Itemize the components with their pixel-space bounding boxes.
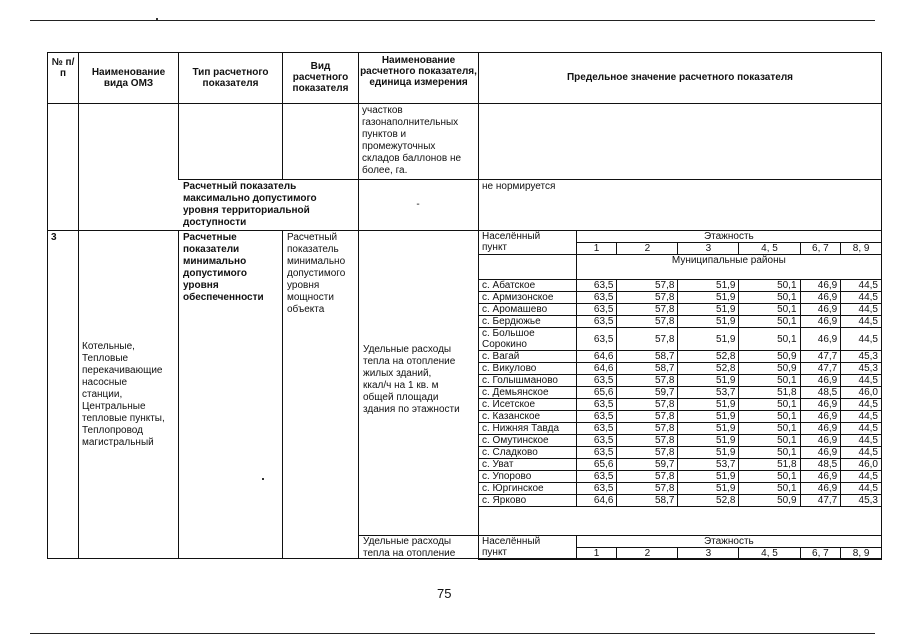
access-value: не нормируется <box>482 181 556 192</box>
table-cell: 57,8 <box>617 316 678 328</box>
table-cell: 51,9 <box>678 328 739 351</box>
table-row <box>479 459 882 471</box>
table-cell: 51,9 <box>678 316 739 328</box>
place-name: с. Казанское <box>479 411 577 423</box>
table-cell: 50,1 <box>739 411 800 423</box>
table-cell: 51,9 <box>678 375 739 387</box>
table-cell: 46,9 <box>800 328 841 351</box>
table-cell: 64,6 <box>576 351 617 363</box>
table-cell: 65,6 <box>576 387 617 399</box>
table-cell: 45,3 <box>841 363 882 375</box>
table-cell: 53,7 <box>678 459 739 471</box>
floor-label: 3 <box>678 243 739 255</box>
table-row <box>479 435 882 447</box>
place-name: с. Бердюжье <box>479 316 577 328</box>
floor-label: 8, 9 <box>841 243 882 255</box>
place-name: с. Юргинское <box>479 483 577 495</box>
table-cell: 52,8 <box>678 351 739 363</box>
scan-speck <box>156 18 158 20</box>
place-name: с. Голышманово <box>479 375 577 387</box>
place-name: с. Омутинское <box>479 435 577 447</box>
floor-label: 6, 7 <box>800 548 841 560</box>
table-cell: 46,9 <box>800 447 841 459</box>
table-cell: 44,5 <box>841 280 882 292</box>
table-cell: 50,1 <box>739 423 800 435</box>
table-cell: 63,5 <box>576 316 617 328</box>
page-number: 75 <box>437 586 452 601</box>
table-cell: 51,9 <box>678 399 739 411</box>
table-cell: 51,8 <box>739 387 800 399</box>
header-omz: Наименование вида ОМЗ <box>91 67 166 89</box>
row3-indicator-2: Удельные расходы тепла на отопление <box>363 536 456 559</box>
table-row <box>479 280 882 292</box>
floor-label: 3 <box>678 548 739 560</box>
table-row <box>479 423 882 435</box>
table-cell: 63,5 <box>576 483 617 495</box>
place-name: с. Ярково <box>479 495 577 507</box>
place-name: с. Упорово <box>479 471 577 483</box>
place-header: Населённый пункт <box>479 536 577 560</box>
table-cell: 46,9 <box>800 435 841 447</box>
table-cell: 64,6 <box>576 363 617 375</box>
table-cell: 51,9 <box>678 447 739 459</box>
table-cell: 47,7 <box>800 363 841 375</box>
table-row <box>479 411 882 423</box>
header-row <box>479 231 882 243</box>
place-name: с. Нижняя Тавда <box>479 423 577 435</box>
floor-label: 1 <box>576 548 617 560</box>
table-cell: 58,7 <box>617 495 678 507</box>
place-name: с. Сладково <box>479 447 577 459</box>
table-cell: 44,5 <box>841 435 882 447</box>
districts-row <box>479 255 882 280</box>
floor-label: 2 <box>617 243 678 255</box>
table-cell: 46,9 <box>800 280 841 292</box>
table-cell: 65,6 <box>576 459 617 471</box>
place-name: с. Демьянское <box>479 387 577 399</box>
place-name: с. Исетское <box>479 399 577 411</box>
access-dash: - <box>416 199 420 210</box>
table-cell: 64,6 <box>576 495 617 507</box>
place-header: Населённый пункт <box>479 231 577 255</box>
col-line <box>282 52 283 179</box>
table-cell: 51,9 <box>678 280 739 292</box>
header-row <box>479 536 882 548</box>
table-cell: 51,9 <box>678 411 739 423</box>
header-num: № п/п <box>51 57 75 79</box>
row3-num: 3 <box>51 232 57 243</box>
floor-label: 8, 9 <box>841 548 882 560</box>
table-cell: 50,1 <box>739 399 800 411</box>
table-cell: 57,8 <box>617 280 678 292</box>
table-cell: 57,8 <box>617 471 678 483</box>
table-cell: 63,5 <box>576 435 617 447</box>
table-cell: 51,9 <box>678 304 739 316</box>
districts-spacer <box>479 255 577 280</box>
table-cell: 51,9 <box>678 292 739 304</box>
table-cell: 47,7 <box>800 495 841 507</box>
col-line <box>178 52 179 179</box>
table-row <box>479 471 882 483</box>
table-cell: 50,9 <box>739 363 800 375</box>
table-cell: 50,1 <box>739 483 800 495</box>
row3-omz: Котельные, Тепловые перекачивающие насосные станции, Центральные тепловые пункты, Теплопровод магистральный <box>82 341 165 448</box>
floors-header: Этажность <box>576 231 881 243</box>
table-cell: 51,8 <box>739 459 800 471</box>
table-cell: 63,5 <box>576 447 617 459</box>
table-cell: 46,9 <box>800 375 841 387</box>
table-row <box>479 363 882 375</box>
row3-calc-kind: Расчетный показатель минимально допустимого уровня мощности объекта <box>287 232 346 315</box>
table-cell: 63,5 <box>576 304 617 316</box>
table-cell: 57,8 <box>617 435 678 447</box>
table-cell: 44,5 <box>841 483 882 495</box>
table-row <box>479 304 882 316</box>
districts-header: Муниципальные районы <box>576 255 881 280</box>
table-cell: 50,1 <box>739 292 800 304</box>
table-cell: 57,8 <box>617 328 678 351</box>
place-name: с. Уват <box>479 459 577 471</box>
table-cell: 57,8 <box>617 292 678 304</box>
table-cell: 50,1 <box>739 471 800 483</box>
table-cell: 46,9 <box>800 411 841 423</box>
table-cell: 47,7 <box>800 351 841 363</box>
table-cell: 45,3 <box>841 495 882 507</box>
table-cell: 46,9 <box>800 483 841 495</box>
table-cell: 48,5 <box>800 459 841 471</box>
col-line <box>282 230 283 559</box>
table-cell: 57,8 <box>617 483 678 495</box>
table-cell: 44,5 <box>841 471 882 483</box>
table-cell: 48,5 <box>800 387 841 399</box>
table-cell: 51,9 <box>678 423 739 435</box>
header-calc-kind: Вид расчетного показателя <box>292 61 349 94</box>
table-cell: 59,7 <box>617 387 678 399</box>
col-line <box>78 52 79 559</box>
table-cell: 57,8 <box>617 423 678 435</box>
header-calc-type: Тип расчетного показателя <box>192 67 269 89</box>
table-cell: 58,7 <box>617 363 678 375</box>
table-row <box>479 328 882 351</box>
row-line <box>47 103 882 104</box>
table-cell: 46,9 <box>800 471 841 483</box>
col-line <box>178 230 179 559</box>
table-cell: 57,8 <box>617 375 678 387</box>
table-cell: 63,5 <box>576 471 617 483</box>
place-name: с. Армизонское <box>479 292 577 304</box>
table-cell: 50,1 <box>739 447 800 459</box>
table-row <box>479 375 882 387</box>
floor-label: 4, 5 <box>739 243 800 255</box>
table-cell: 51,9 <box>678 435 739 447</box>
floor-label: 1 <box>576 243 617 255</box>
scan-speck <box>262 478 264 480</box>
heat-consumption-table <box>478 230 882 507</box>
floor-label: 4, 5 <box>739 548 800 560</box>
place-name: с. Викулово <box>479 363 577 375</box>
table-row <box>479 495 882 507</box>
table-row <box>479 351 882 363</box>
table-cell: 46,9 <box>800 304 841 316</box>
table-cell: 46,9 <box>800 399 841 411</box>
table-cell: 57,8 <box>617 399 678 411</box>
table-cell: 46,0 <box>841 459 882 471</box>
table-cell: 51,9 <box>678 483 739 495</box>
floors-header: Этажность <box>576 536 881 548</box>
table-cell: 44,5 <box>841 292 882 304</box>
table-cell: 45,3 <box>841 351 882 363</box>
table-cell: 50,1 <box>739 435 800 447</box>
header-indicator-name: Наименование расчетного показателя, единица измерения <box>360 55 477 88</box>
place-name: с. Вагай <box>479 351 577 363</box>
place-name: с. Аромашево <box>479 304 577 316</box>
table-cell: 44,5 <box>841 375 882 387</box>
table-cell: 44,5 <box>841 328 882 351</box>
prev-indicator-text: участков газонаполнительных пунктов и промежуточных складов баллонов не более, га. <box>362 105 462 176</box>
table-cell: 52,8 <box>678 363 739 375</box>
table-cell: 44,5 <box>841 399 882 411</box>
table-cell: 52,8 <box>678 495 739 507</box>
table-cell: 50,1 <box>739 304 800 316</box>
table-cell: 63,5 <box>576 399 617 411</box>
floor-label: 6, 7 <box>800 243 841 255</box>
table-row <box>479 316 882 328</box>
table-cell: 63,5 <box>576 375 617 387</box>
table-cell: 50,1 <box>739 328 800 351</box>
table-row <box>479 292 882 304</box>
table-cell: 50,9 <box>739 351 800 363</box>
table-row <box>479 483 882 495</box>
table-cell: 46,9 <box>800 292 841 304</box>
table-cell: 44,5 <box>841 447 882 459</box>
row3-indicator-1: Удельные расходы тепла на отопление жилых зданий, ккал/ч на 1 кв. м общей площади здания по этажности <box>363 344 460 415</box>
table-cell: 50,1 <box>739 375 800 387</box>
table-cell: 53,7 <box>678 387 739 399</box>
table-cell: 57,8 <box>617 447 678 459</box>
table-row <box>479 399 882 411</box>
table-cell: 44,5 <box>841 304 882 316</box>
table-cell: 57,8 <box>617 411 678 423</box>
table-cell: 51,9 <box>678 471 739 483</box>
table-row <box>479 387 882 399</box>
row3-calc-type: Расчетные показатели минимально допустимого уровня обеспеченности <box>183 232 264 303</box>
table-cell: 63,5 <box>576 280 617 292</box>
row-line <box>178 179 882 180</box>
table-cell: 57,8 <box>617 304 678 316</box>
table-cell: 46,0 <box>841 387 882 399</box>
table-cell: 63,5 <box>576 423 617 435</box>
table-cell: 44,5 <box>841 423 882 435</box>
table-cell: 50,1 <box>739 280 800 292</box>
table-cell: 44,5 <box>841 411 882 423</box>
bottom-scan-rule <box>30 633 875 634</box>
table-cell: 44,5 <box>841 316 882 328</box>
table-row <box>479 447 882 459</box>
table-cell: 46,9 <box>800 316 841 328</box>
top-scan-rule <box>30 20 875 21</box>
table-cell: 59,7 <box>617 459 678 471</box>
table-cell: 50,1 <box>739 316 800 328</box>
table-cell: 58,7 <box>617 351 678 363</box>
table-cell: 46,9 <box>800 423 841 435</box>
table-cell: 50,9 <box>739 495 800 507</box>
table-cell: 63,5 <box>576 292 617 304</box>
heat-consumption-table-continued <box>478 535 882 560</box>
access-label: Расчетный показатель максимально допустимого уровня территориальной доступности <box>183 181 317 228</box>
floor-label: 2 <box>617 548 678 560</box>
header-limit: Предельное значение расчетного показателя <box>566 72 794 83</box>
place-name: с. Абатское <box>479 280 577 292</box>
table-cell: 63,5 <box>576 411 617 423</box>
table-cell: 63,5 <box>576 328 617 351</box>
place-name: с. Большое Сорокино <box>479 328 577 351</box>
